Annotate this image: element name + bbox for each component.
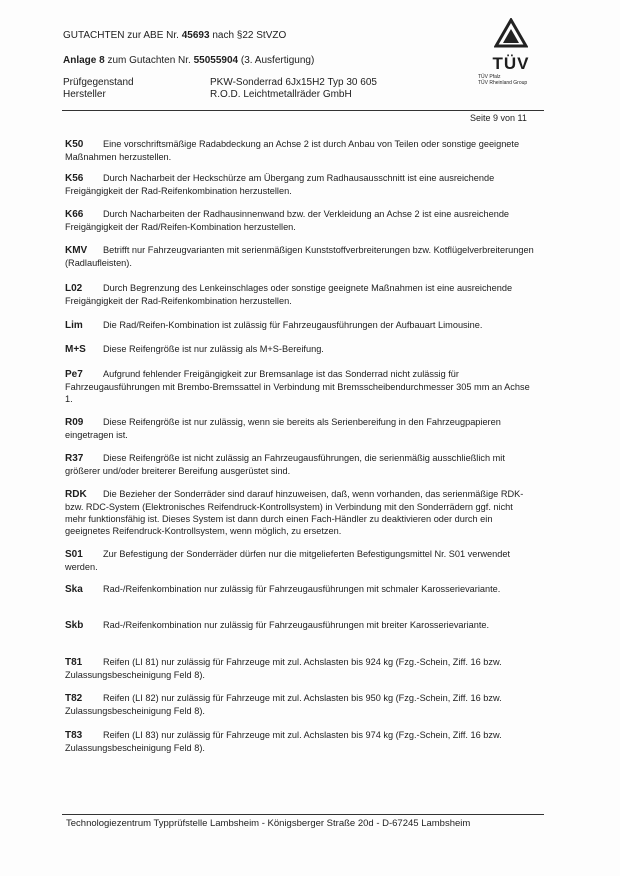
entry-code: K56 bbox=[65, 173, 84, 184]
entry-text: Die Rad/Reifen-Kombination ist zulässig für Fahrzeugausführungen der Aufbauart Limousine. bbox=[103, 320, 483, 330]
hersteller-value: R.O.D. Leichtmetallräder GmbH bbox=[210, 89, 352, 100]
entry-code: K50 bbox=[65, 139, 84, 150]
entry-text: Die Bezieher der Sonderräder sind darauf hinzuweisen, daß, wenn vorhanden, das serienmäßige RDK- bzw. RDC-System (Elektronisches Reifendruck-Kontrollsystem) in Verbindung mit den Sonderrädern ggf. nicht mehr funktionsfähig ist. Dieses System ist dann durch einen Fach-Händler zu deaktivieren oder durch ein geeignetes Reifendruck-Kontrollsystem, wenn möglich, zu ersetzen. bbox=[65, 489, 524, 536]
gutachten-number: 55055904 bbox=[193, 55, 239, 66]
entry-skb bbox=[65, 619, 535, 632]
ausfertigung: (3. Ausfertigung) bbox=[240, 55, 315, 66]
entry-kmv bbox=[65, 244, 535, 269]
entry-text: Eine vorschriftsmäßige Radabdeckung an Achse 2 ist durch Anbau von Teilen oder sonstige geeignete Maßnahmen herzustellen. bbox=[65, 139, 520, 162]
entry-code: Skb bbox=[65, 620, 84, 631]
entry-rdk bbox=[65, 488, 535, 537]
entry-text: Aufgrund fehlender Freigängigkeit zur Bremsanlage ist das Sonderrad nicht zulässig für Fahrzeugausführungen mit Brembo-Bremssattel in Verbindung mit Bremsscheibendurchmesser 305 mm an Achse 1. bbox=[65, 369, 530, 404]
entry-t81 bbox=[65, 656, 535, 681]
footer-rule bbox=[62, 814, 544, 815]
entry-l02 bbox=[65, 282, 535, 307]
entry-ms bbox=[65, 343, 535, 356]
entry-k56 bbox=[65, 172, 535, 197]
entry-pe7 bbox=[65, 368, 535, 405]
abe-number: 45693 bbox=[181, 30, 210, 41]
entry-text: Betrifft nur Fahrzeugvarianten mit serienmäßigen Kunststoffverbreiterungen bzw. Kotflügelverbreiterungen (Radlaufleisten). bbox=[65, 245, 534, 268]
entry-text: Diese Reifengröße ist nur zulässig als M+S-Bereifung. bbox=[103, 344, 324, 354]
anlage-label: Anlage 8 bbox=[63, 55, 105, 66]
entry-text: Diese Reifengröße ist nur zulässig, wenn sie bereits als Serienbereifung in den Fahrzeugpapieren eingetragen ist. bbox=[65, 417, 501, 440]
footer-address: Technologiezentrum Typprüfstelle Lambsheim - Königsberger Straße 20d - D-67245 Lambsheim bbox=[66, 818, 471, 829]
tuv-subline-2: TÜV Rheinland Group bbox=[478, 80, 528, 86]
entry-code: KMV bbox=[65, 245, 88, 256]
entry-code: Ska bbox=[65, 584, 83, 595]
page-number: Seite 9 von 11 bbox=[470, 113, 527, 123]
entry-code: T82 bbox=[65, 693, 83, 704]
abe-label: GUTACHTEN zur ABE Nr. bbox=[63, 30, 179, 41]
entry-k66 bbox=[65, 208, 535, 233]
entry-code: Lim bbox=[65, 320, 83, 331]
entry-text: Reifen (LI 81) nur zulässig für Fahrzeuge mit zul. Achslasten bis 924 kg (Fzg.-Schein, Ziff. 16 bzw. Zulassungsbescheinigung Feld 8). bbox=[65, 657, 502, 680]
entry-k50 bbox=[65, 138, 535, 163]
entry-r09 bbox=[65, 416, 535, 441]
entry-text: Rad-/Reifenkombination nur zulässig für Fahrzeugausführungen mit breiter Karosserievariante. bbox=[103, 620, 490, 630]
entry-s01 bbox=[65, 548, 535, 573]
entry-text: Durch Nacharbeit der Heckschürze am Übergang zum Radhausausschnitt ist eine ausreichende Freigängigkeit der Rad-Reifenkombination herzustellen. bbox=[65, 173, 495, 196]
entry-code: Pe7 bbox=[65, 369, 83, 380]
entry-text: Reifen (LI 83) nur zulässig für Fahrzeuge mit zul. Achslasten bis 974 kg (Fzg.-Schein, Ziff. 16 bzw. Zulassungsbescheinigung Feld 8). bbox=[65, 730, 502, 753]
entry-text: Diese Reifengröße ist nicht zulässig an Fahrzeugausführungen, die serienmäßig ausschließlich mit größerer und/oder breiterer Bereifung ausgerüstet sind. bbox=[65, 453, 505, 476]
entry-text: Reifen (LI 82) nur zulässig für Fahrzeuge mit zul. Achslasten bis 950 kg (Fzg.-Schein, Ziff. 16 bzw. Zulassungsbescheinigung Feld 8). bbox=[65, 693, 502, 716]
entry-t82 bbox=[65, 692, 535, 717]
header-line-2 bbox=[63, 55, 314, 66]
entry-code: L02 bbox=[65, 283, 83, 294]
entry-code: R37 bbox=[65, 453, 84, 464]
tuv-subline-1: TÜV Pfalz bbox=[478, 74, 501, 80]
tuv-wordmark: TÜV bbox=[492, 54, 530, 73]
tuv-triangle-icon bbox=[494, 18, 528, 48]
pruefgegenstand-label: Prüfgegenstand bbox=[63, 77, 134, 88]
entry-text: Durch Nacharbeiten der Radhausinnenwand bzw. der Verkleidung an Achse 2 ist eine ausreichende Freigängigkeit der Rad/Reifen-Kombination herzustellen. bbox=[65, 209, 510, 232]
entry-code: K66 bbox=[65, 209, 84, 220]
header-line-1 bbox=[63, 30, 286, 41]
entry-text: Rad-/Reifenkombination nur zulässig für Fahrzeugausführungen mit schmaler Karosserievariante. bbox=[103, 584, 501, 594]
entry-t83 bbox=[65, 729, 535, 754]
entry-text: Durch Begrenzung des Lenkeinschlages oder sonstige geeignete Maßnahmen ist eine ausreichende Freigängigkeit der Rad-Reifenkombination herzustellen. bbox=[65, 283, 513, 306]
entry-code: T81 bbox=[65, 657, 83, 668]
entry-code: M+S bbox=[65, 344, 86, 355]
tuv-logo bbox=[476, 18, 546, 86]
header-rule bbox=[62, 110, 544, 111]
entry-r37 bbox=[65, 452, 535, 477]
gutachten-label: zum Gutachten Nr. bbox=[107, 55, 191, 66]
entry-code: S01 bbox=[65, 549, 83, 560]
entry-lim bbox=[65, 319, 535, 332]
entry-code: RDK bbox=[65, 489, 87, 500]
abe-suffix: nach §22 StVZO bbox=[212, 30, 287, 41]
entry-ska bbox=[65, 583, 535, 596]
entry-text: Zur Befestigung der Sonderräder dürfen nur die mitgelieferten Befestigungsmittel Nr. S01 verwendet werden. bbox=[65, 549, 511, 572]
hersteller-label: Hersteller bbox=[63, 89, 106, 100]
entry-code: R09 bbox=[65, 417, 84, 428]
entry-code: T83 bbox=[65, 730, 83, 741]
pruefgegenstand-value: PKW-Sonderrad 6Jx15H2 Typ 30 605 bbox=[210, 77, 377, 88]
